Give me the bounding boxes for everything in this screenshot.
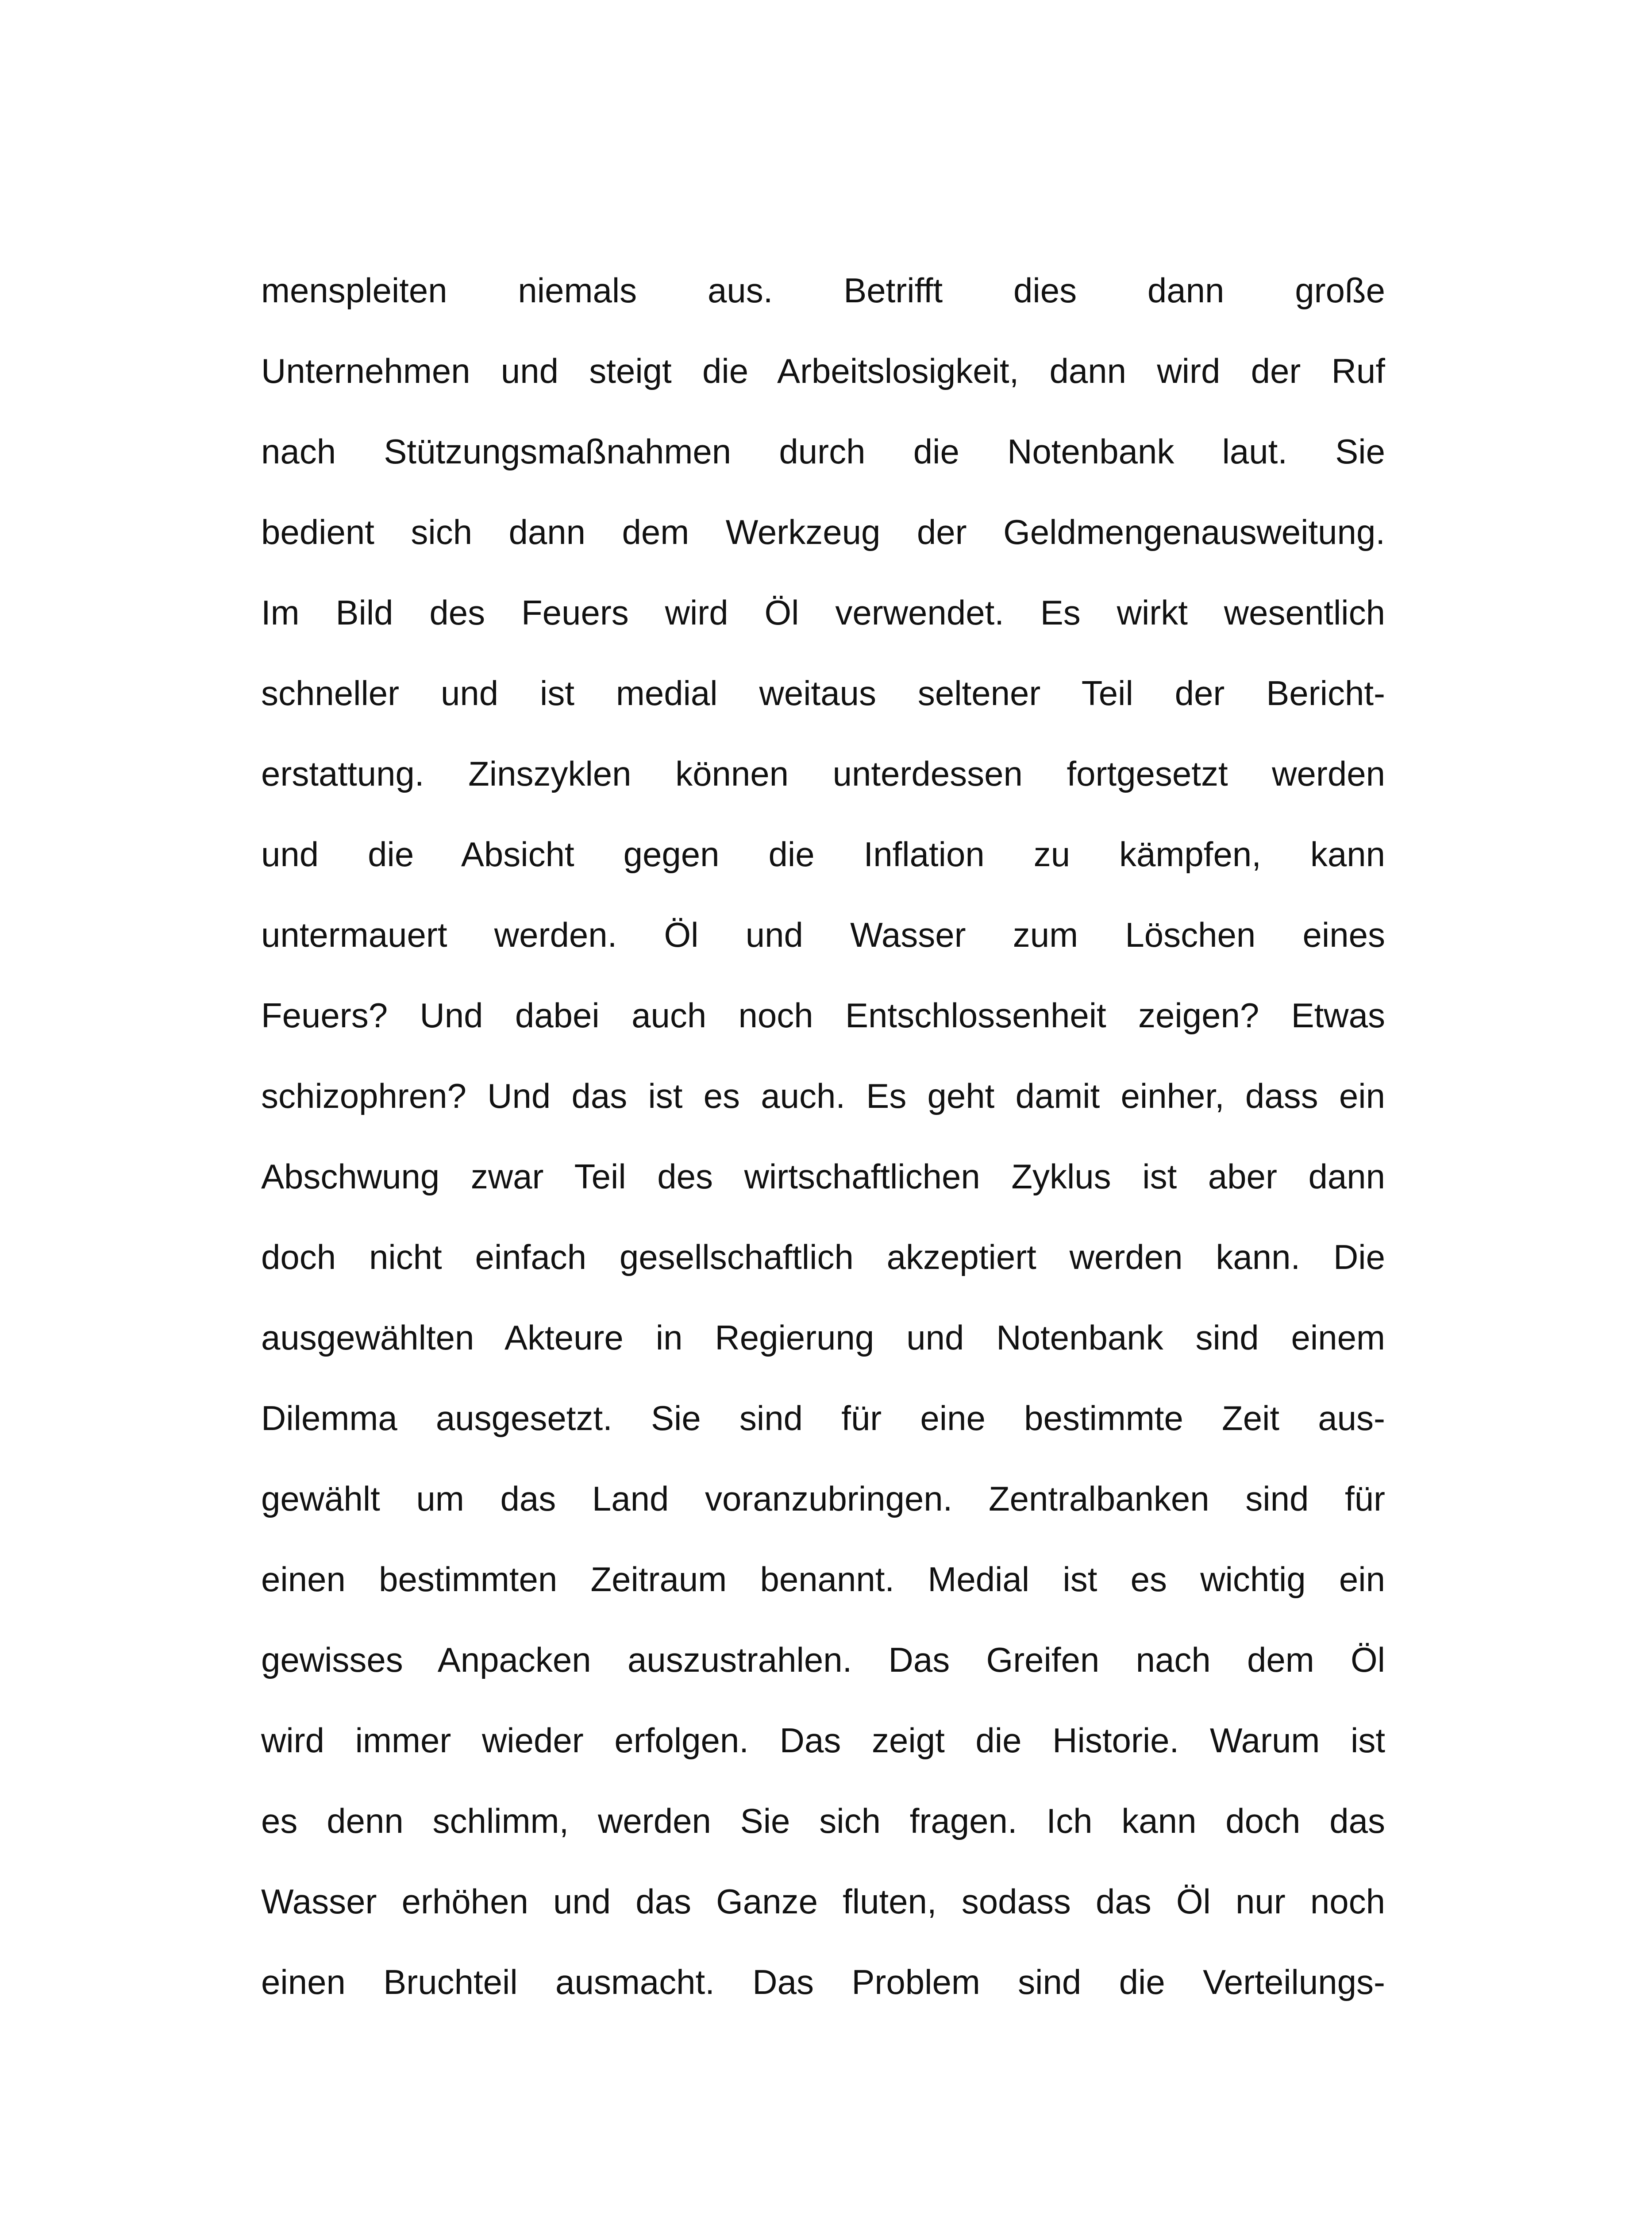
text-line: es denn schlimm, werden Sie sich fragen. Ich kann doch das xyxy=(261,1801,1385,1840)
text-line: Unternehmen und steigt die Arbeitslosigkeit, dann wird der Ruf xyxy=(261,351,1385,390)
text-line: nach Stützungsmaßnahmen durch die Notenbank laut. Sie xyxy=(261,432,1385,471)
text-line: ausgewählten Akteure in Regierung und Notenbank sind einem xyxy=(261,1318,1385,1357)
text-line: menspleiten niemals aus. Betrifft dies dann große xyxy=(261,271,1385,310)
text-line: Feuers? Und dabei auch noch Entschlossenheit zeigen? Etwas xyxy=(261,996,1385,1035)
text-line: und die Absicht gegen die Inflation zu kämpfen, kann xyxy=(261,835,1385,874)
text-line: Dilemma ausgesetzt. Sie sind für eine bestimmte Zeit aus- xyxy=(261,1399,1385,1438)
text-line: Wasser erhöhen und das Ganze fluten, sodass das Öl nur noch xyxy=(261,1882,1385,1921)
text-line: wird immer wieder erfolgen. Das zeigt die Historie. Warum ist xyxy=(261,1721,1385,1760)
text-line: untermauert werden. Öl und Wasser zum Löschen eines xyxy=(261,915,1385,954)
text-line: doch nicht einfach gesellschaftlich akzeptiert werden kann. Die xyxy=(261,1238,1385,1276)
text-line: erstattung. Zinszyklen können unterdessen fortgesetzt werden xyxy=(261,754,1385,793)
text-line: einen bestimmten Zeitraum benannt. Medial ist es wichtig ein xyxy=(261,1560,1385,1599)
text-line: bedient sich dann dem Werkzeug der Geldmengenausweitung. xyxy=(261,513,1385,551)
text-line: Abschwung zwar Teil des wirtschaftlichen Zyklus ist aber dann xyxy=(261,1157,1385,1196)
text-line: Im Bild des Feuers wird Öl verwendet. Es wirkt wesentlich xyxy=(261,593,1385,632)
text-line: schneller und ist medial weitaus seltener Teil der Bericht- xyxy=(261,674,1385,713)
text-line: schizophren? Und das ist es auch. Es geht damit einher, dass ein xyxy=(261,1076,1385,1115)
text-line: gewählt um das Land voranzubringen. Zentralbanken sind für xyxy=(261,1479,1385,1518)
text-line: gewisses Anpacken auszustrahlen. Das Greifen nach dem Öl xyxy=(261,1640,1385,1679)
body-paragraph xyxy=(261,250,1385,2022)
text-line: einen Bruchteil ausmacht. Das Problem sind die Verteilungs- xyxy=(261,1962,1385,2001)
